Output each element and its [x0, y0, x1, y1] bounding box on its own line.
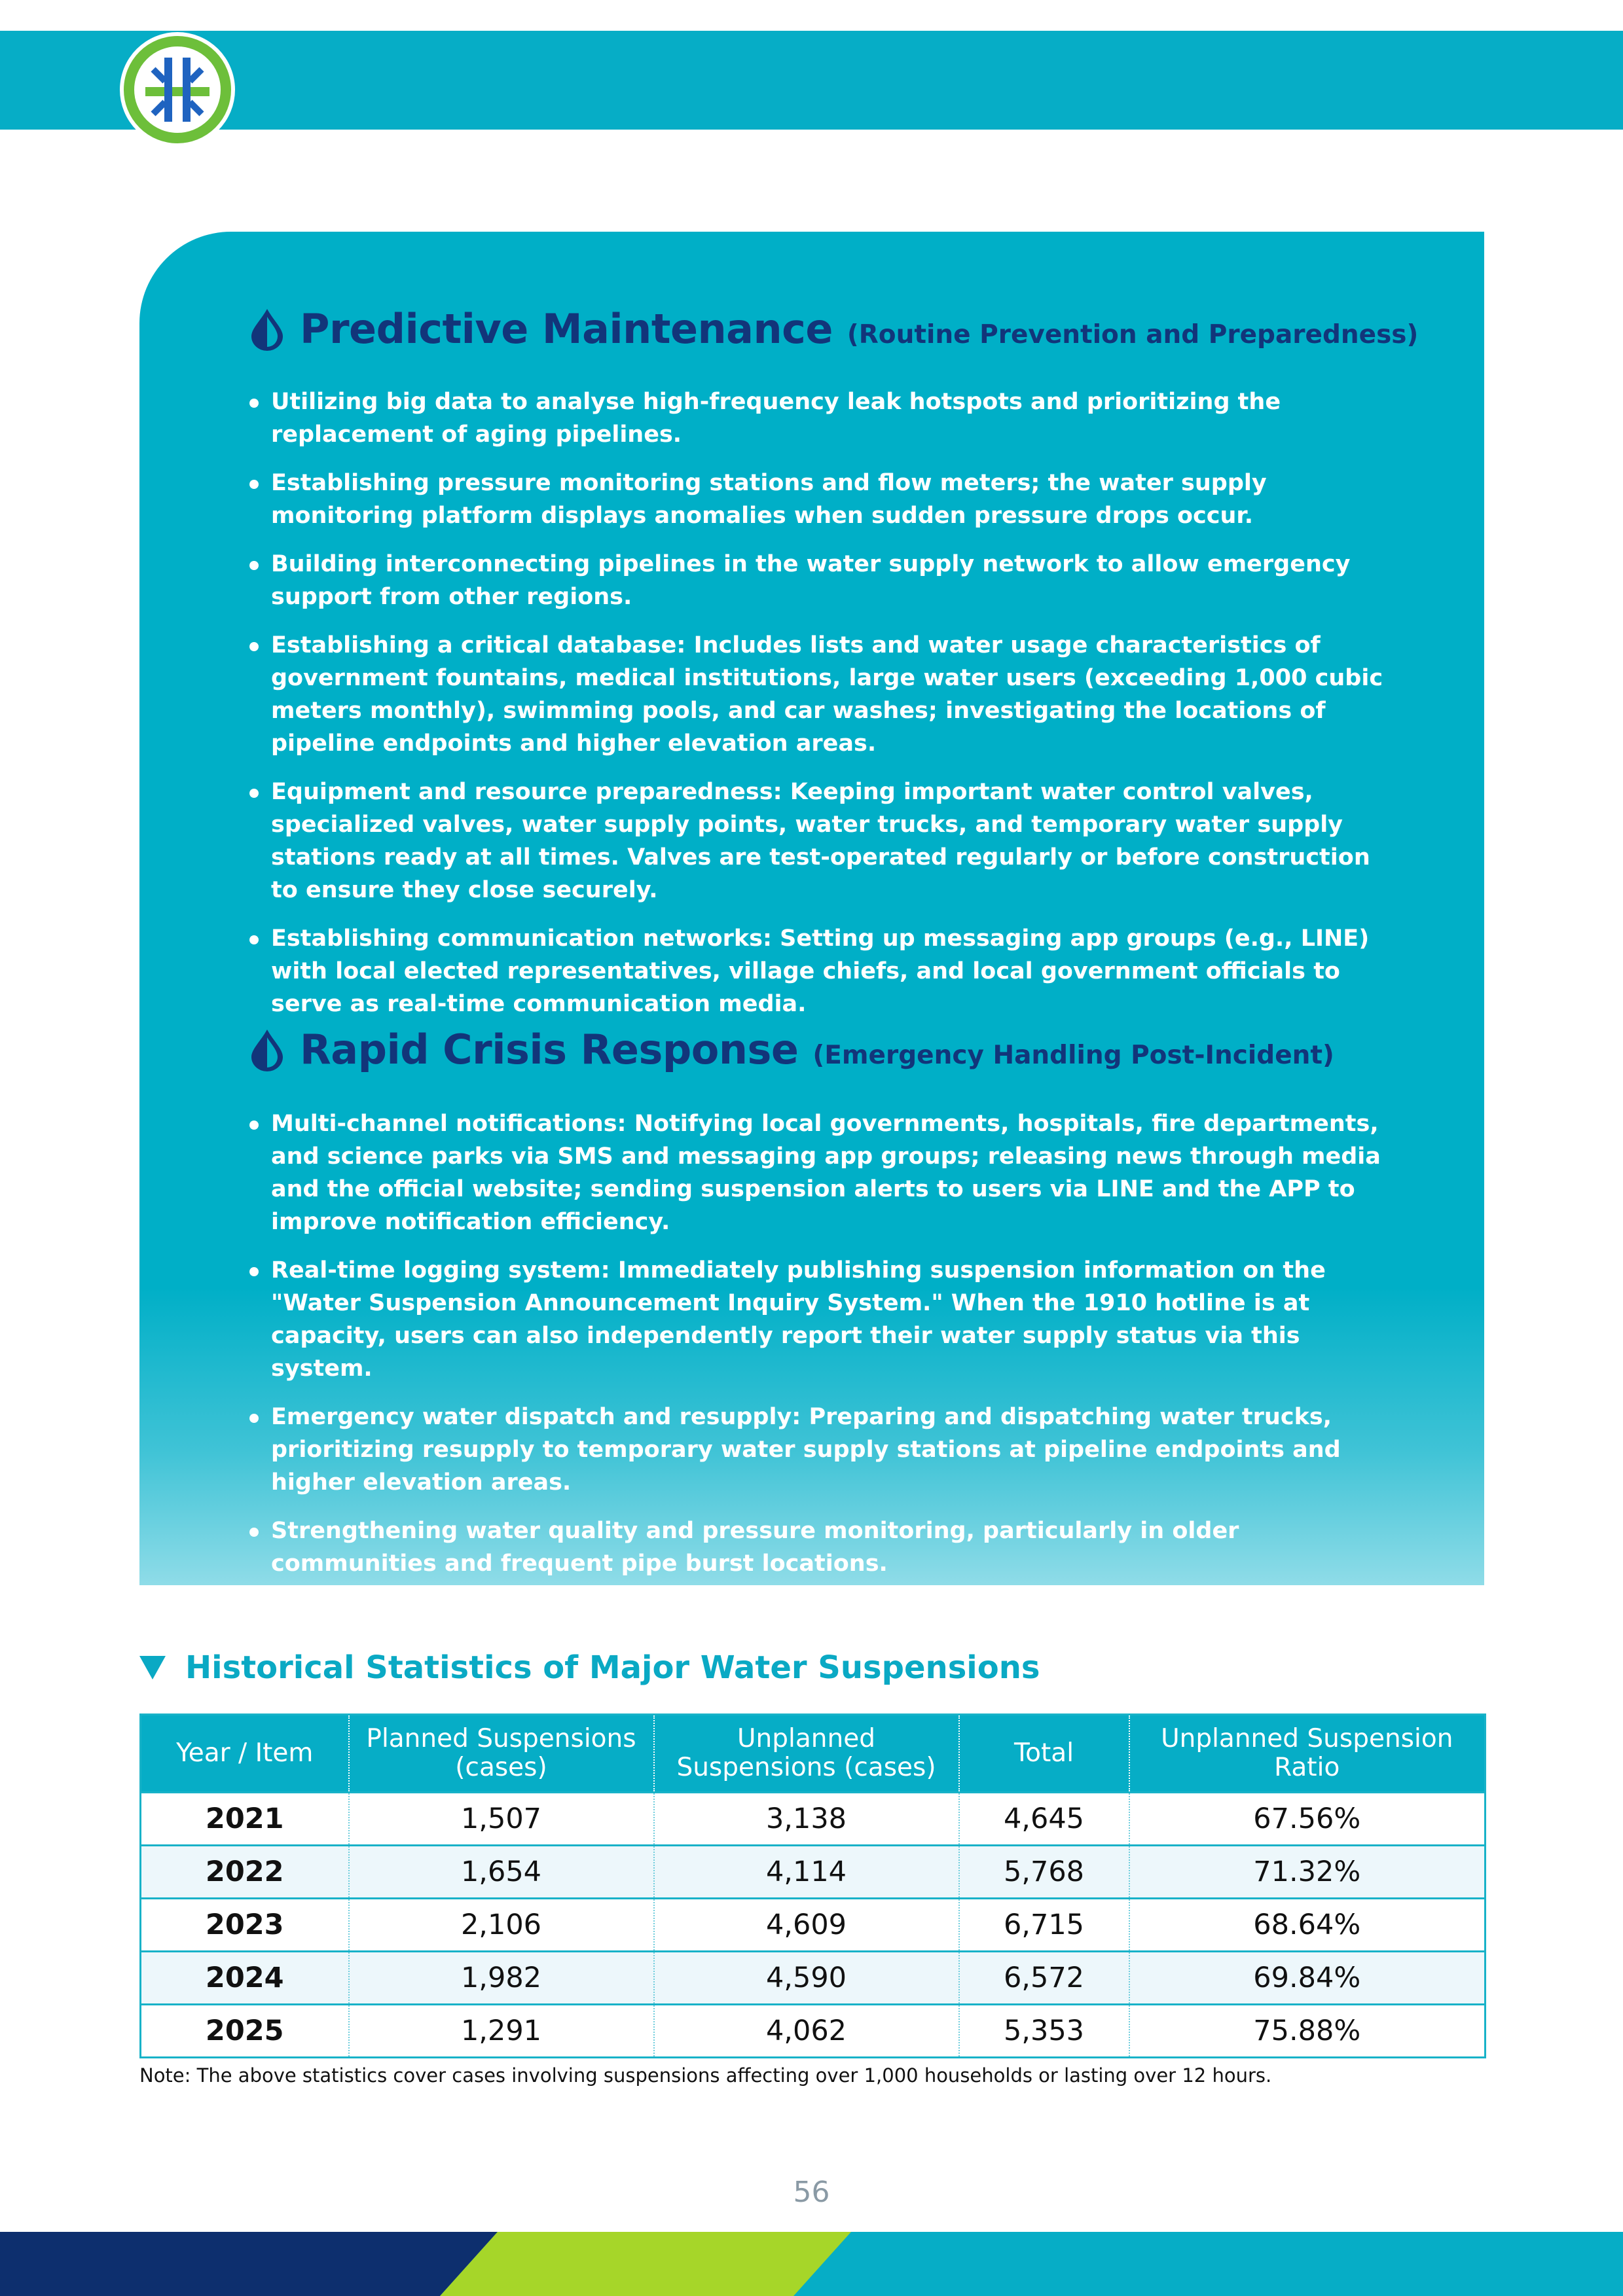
page-number: 56 — [793, 2176, 830, 2209]
header-total: Total — [959, 1715, 1129, 1793]
cell-year: 2022 — [141, 1846, 349, 1899]
cell-total: 5,353 — [959, 2005, 1129, 2058]
cell-ratio: 71.32% — [1129, 1846, 1486, 1899]
water-company-logo-icon — [119, 31, 236, 148]
cell-year: 2024 — [141, 1952, 349, 2005]
list-item: Multi-channel notifications: Notifying local governments, hospitals, fire departments, and science parks via SMS and messaging app groups; releasing news through media and the official website; sending suspension alerts to users via LINE and the APP to improve notification efficiency. — [247, 1107, 1387, 1238]
header-planned: Planned Suspensions (cases) — [349, 1715, 654, 1793]
list-item: Establishing pressure monitoring stations and flow meters; the water supply monitoring platform displays anomalies when sudden pressure drops occur. — [247, 467, 1387, 532]
cell-year: 2021 — [141, 1793, 349, 1846]
cell-year: 2023 — [141, 1899, 349, 1952]
cell-planned: 1,654 — [349, 1846, 654, 1899]
cell-unplanned: 4,114 — [654, 1846, 959, 1899]
header-year: Year / Item — [141, 1715, 349, 1793]
cell-planned: 1,507 — [349, 1793, 654, 1846]
list-item: Establishing communication networks: Setting up messaging app groups (e.g., LINE) with local elected representatives, village chiefs, and local government officials to serve as real-time communication media. — [247, 922, 1387, 1020]
cell-year: 2025 — [141, 2005, 349, 2058]
cell-total: 5,768 — [959, 1846, 1129, 1899]
section-subtitle: (Routine Prevention and Preparedness) — [847, 320, 1419, 350]
cell-planned: 1,982 — [349, 1952, 654, 2005]
cell-total: 6,715 — [959, 1899, 1129, 1952]
header-unplanned: Unplanned Suspensions (cases) — [654, 1715, 959, 1793]
rapid-crisis-response-list — [247, 1107, 1387, 1596]
table-row — [141, 1846, 1486, 1899]
table-row — [141, 1952, 1486, 2005]
list-item: Real-time logging system: Immediately publishing suspension information on the "Water Suspension Announcement Inquiry System." When the 1910 hotline is at capacity, users can also independently report their water supply status via this system. — [247, 1254, 1387, 1385]
list-item: Building interconnecting pipelines in the water supply network to allow emergency support from other regions. — [247, 548, 1387, 613]
rapid-crisis-response-heading — [247, 1026, 1334, 1073]
table-row — [141, 1899, 1486, 1952]
cell-planned: 1,291 — [349, 2005, 654, 2058]
cell-ratio: 75.88% — [1129, 2005, 1486, 2058]
list-item: Strengthening water quality and pressure monitoring, particularly in older communities and frequent pipe burst locations. — [247, 1515, 1387, 1580]
header-ratio: Unplanned Suspension Ratio — [1129, 1715, 1486, 1793]
table-row — [141, 2005, 1486, 2058]
table-header-row — [141, 1715, 1486, 1793]
predictive-maintenance-heading — [247, 305, 1418, 353]
cell-total: 6,572 — [959, 1952, 1129, 2005]
stats-heading — [139, 1649, 1040, 1686]
cell-ratio: 69.84% — [1129, 1952, 1486, 2005]
list-item: Establishing a critical database: Includes lists and water usage characteristics of government fountains, medical institutions, large water users (exceeding 1,000 cubic meters monthly), swimming pools, and car washes; investigating the locations of pipeline endpoints and higher elevation areas. — [247, 629, 1387, 760]
predictive-maintenance-list — [247, 386, 1387, 1036]
header-bar — [0, 31, 1623, 130]
list-item: Equipment and resource preparedness: Keeping important water control valves, specialized valves, water supply points, water trucks, and temporary water supply stations ready at all times. Valves are test-operated regularly or before construction to ensure they close securely. — [247, 776, 1387, 906]
section-title: Predictive Maintenance — [300, 305, 833, 353]
cell-unplanned: 4,609 — [654, 1899, 959, 1952]
cell-total: 4,645 — [959, 1793, 1129, 1846]
water-drop-icon — [247, 1027, 287, 1073]
cell-ratio: 68.64% — [1129, 1899, 1486, 1952]
stats-title: Historical Statistics of Major Water Suspensions — [185, 1649, 1040, 1686]
cell-unplanned: 3,138 — [654, 1793, 959, 1846]
table-note: Note: The above statistics cover cases involving suspensions affecting over 1,000 households or lasting over 12 hours. — [139, 2064, 1272, 2087]
list-item: Utilizing big data to analyse high-frequency leak hotspots and prioritizing the replacement of aging pipelines. — [247, 386, 1387, 451]
water-drop-icon — [247, 306, 287, 352]
section-subtitle: (Emergency Handling Post-Incident) — [812, 1041, 1334, 1070]
cell-planned: 2,106 — [349, 1899, 654, 1952]
list-item: Emergency water dispatch and resupply: Preparing and dispatching water trucks, prioritizing resupply to temporary water supply stations at pipeline endpoints and higher elevation areas. — [247, 1401, 1387, 1499]
suspension-stats-table — [139, 1713, 1486, 2058]
triangle-down-icon — [139, 1656, 166, 1679]
cell-unplanned: 4,590 — [654, 1952, 959, 2005]
table-row — [141, 1793, 1486, 1846]
section-title: Rapid Crisis Response — [300, 1026, 799, 1073]
cell-ratio: 67.56% — [1129, 1793, 1486, 1846]
footer-band — [0, 2232, 1623, 2296]
cell-unplanned: 4,062 — [654, 2005, 959, 2058]
